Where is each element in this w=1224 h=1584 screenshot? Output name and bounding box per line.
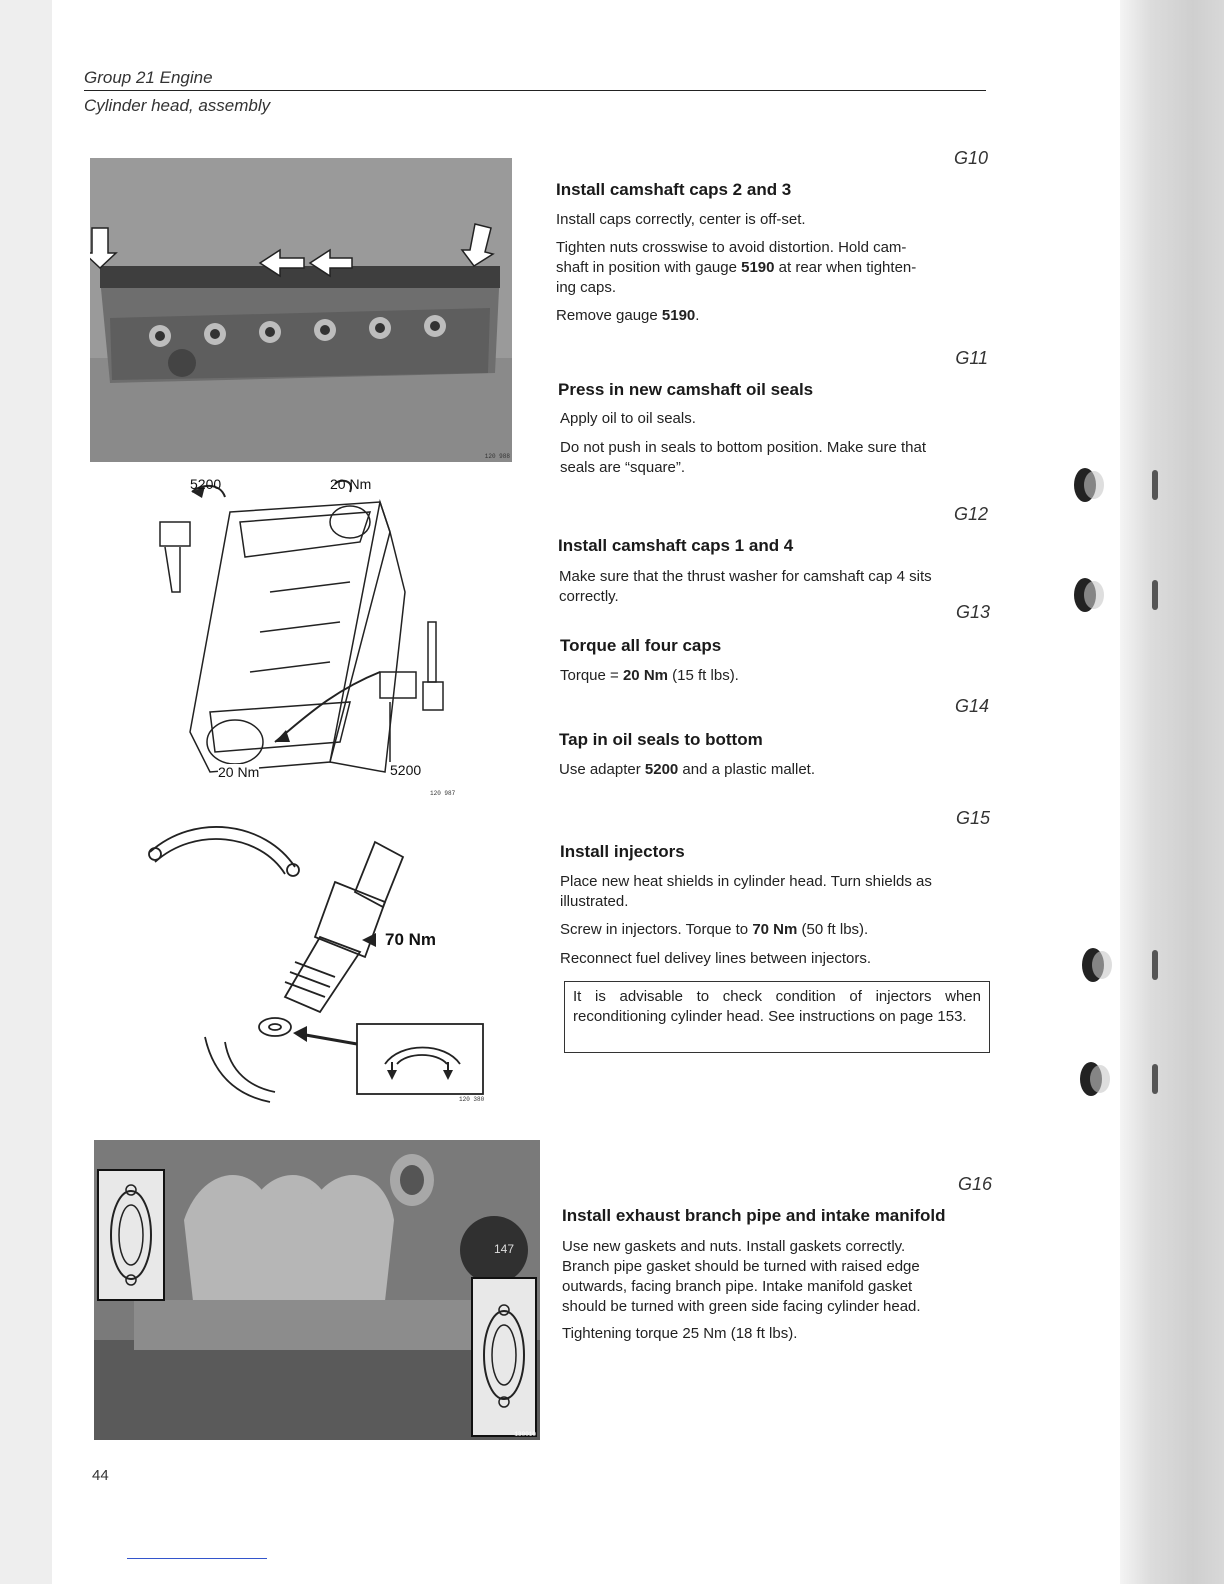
injector-diagram (135, 812, 495, 1112)
text-run: Remove gauge (556, 307, 662, 324)
text-run: illustrated. (560, 893, 629, 910)
torque-label: 20 Nm (218, 764, 260, 780)
manifold-illustration (94, 1140, 540, 1440)
gauge-number: 5190 (661, 307, 696, 324)
text-run: (50 ft lbs). (797, 921, 869, 938)
binder-hole-edge (1152, 470, 1158, 500)
step-id: G10 (953, 148, 988, 168)
plate-number: 147 (494, 1242, 515, 1256)
step-title: Install camshaft caps 1 and 4 (558, 536, 794, 555)
figure-code: 120 987 (430, 790, 456, 797)
text-run: . (695, 307, 700, 324)
torque-value: 20 Nm (622, 667, 668, 684)
text-run: Use adapter (559, 761, 645, 778)
cylinder-head-photo (90, 158, 512, 462)
binder-hole-edge (1152, 950, 1158, 980)
step-paragraph (560, 872, 932, 912)
step-paragraph (560, 409, 696, 429)
text-run: ing caps. (556, 279, 617, 296)
text-run: Place new heat shields in cylinder head. Turn shields as (560, 873, 932, 890)
binder-hole (1080, 1062, 1102, 1096)
scan-left-margin (0, 0, 52, 1584)
text-run: Tightening torque 25 Nm (18 ft lbs). (562, 1325, 798, 1342)
injector-note-box: It is advisable to check condition of injectors when reconditioning cylinder head. See instructions on page 153. (564, 981, 990, 1053)
binder-hole-edge (1152, 580, 1158, 610)
step-g16 (562, 1174, 992, 1354)
torque-label: 20 Nm (330, 476, 372, 492)
intake-manifold-photo (94, 1140, 540, 1440)
figure-code: 120 988 (484, 453, 510, 460)
text-run: at rear when tighten- (774, 259, 917, 276)
step-paragraph (556, 238, 916, 298)
text-run: Branch pipe gasket should be turned with raised edge (562, 1258, 920, 1275)
step-paragraph (556, 210, 806, 230)
text-run: (15 ft lbs). (668, 667, 739, 684)
text-run: Apply oil to oil seals. (560, 410, 696, 427)
step-title: Tap in oil seals to bottom (559, 730, 763, 749)
step-g12 (558, 504, 988, 614)
torque-value: 70 Nm (752, 921, 798, 938)
text-run: seals are “square”. (560, 459, 686, 476)
figure-code: 120 380 (459, 1096, 485, 1103)
step-id: G12 (953, 504, 988, 524)
step-title: Install exhaust branch pipe and intake manifold (562, 1206, 946, 1225)
gauge-number: 5190 (741, 259, 775, 276)
step-g15 (560, 808, 990, 976)
text-run: and a plastic mallet. (678, 761, 816, 778)
figure-code: 130010 (514, 1431, 536, 1438)
step-g10 (556, 148, 988, 338)
step-id: G14 (954, 696, 989, 716)
section-title: Group 21 Engine (84, 68, 213, 87)
step-paragraph (560, 920, 868, 940)
step-g13 (560, 602, 990, 692)
camshaft-oil-seal-diagram (150, 472, 470, 802)
camshaft-diagram (150, 472, 470, 802)
page-number: 44 (92, 1467, 109, 1484)
binder-hole (1074, 468, 1096, 502)
binder-hole (1082, 948, 1104, 982)
subsection-title: Cylinder head, assembly (84, 96, 271, 115)
text-run: shaft in position with gauge (556, 259, 742, 276)
step-id: G16 (957, 1174, 992, 1194)
binder-hole (1074, 578, 1096, 612)
torque-label: 70 Nm (385, 930, 437, 949)
step-id: G15 (955, 808, 990, 828)
step-paragraph (560, 666, 739, 686)
text-run: Do not push in seals to bottom position. Make sure that (560, 439, 927, 456)
step-paragraph (559, 760, 815, 780)
tool-label: 5200 (390, 762, 422, 778)
tool-label: 5200 (190, 476, 222, 492)
scan-link-underline (127, 1558, 267, 1559)
step-g14 (559, 696, 989, 786)
text-run: correctly. (559, 588, 619, 605)
text-run: Make sure that the thrust washer for camshaft cap 4 sits (559, 568, 932, 585)
cylinder-head-illustration (90, 158, 512, 462)
binder-hole-edge (1152, 1064, 1158, 1094)
step-title: Press in new camshaft oil seals (558, 380, 814, 399)
text-run: should be turned with green side facing cylinder head. (562, 1298, 921, 1315)
text-run: Torque = (560, 667, 623, 684)
injector-illustration (135, 812, 495, 1112)
text-run: Install caps correctly, center is off-set. (556, 211, 806, 228)
step-g11 (558, 348, 988, 488)
step-paragraph (560, 438, 926, 478)
step-paragraph (562, 1324, 797, 1344)
text-run: outwards, facing branch pipe. Intake manifold gasket (562, 1278, 913, 1295)
step-paragraph (556, 306, 699, 326)
step-title: Install camshaft caps 2 and 3 (556, 180, 792, 199)
step-paragraph (560, 949, 871, 969)
step-title: Torque all four caps (560, 636, 722, 655)
scan-right-margin (1120, 0, 1224, 1584)
step-title: Install injectors (560, 842, 685, 861)
step-paragraph (562, 1237, 921, 1317)
text-run: Tighten nuts crosswise to avoid distortion. Hold cam- (556, 239, 907, 256)
step-id: G13 (955, 602, 990, 622)
text-run: Reconnect fuel delivey lines between injectors. (560, 950, 872, 967)
text-run: Screw in injectors. Torque to (560, 921, 753, 938)
text-run: Use new gaskets and nuts. Install gaskets correctly. (562, 1238, 906, 1255)
adapter-number: 5200 (644, 761, 679, 778)
step-id: G11 (955, 348, 988, 368)
step-paragraph (559, 567, 932, 607)
